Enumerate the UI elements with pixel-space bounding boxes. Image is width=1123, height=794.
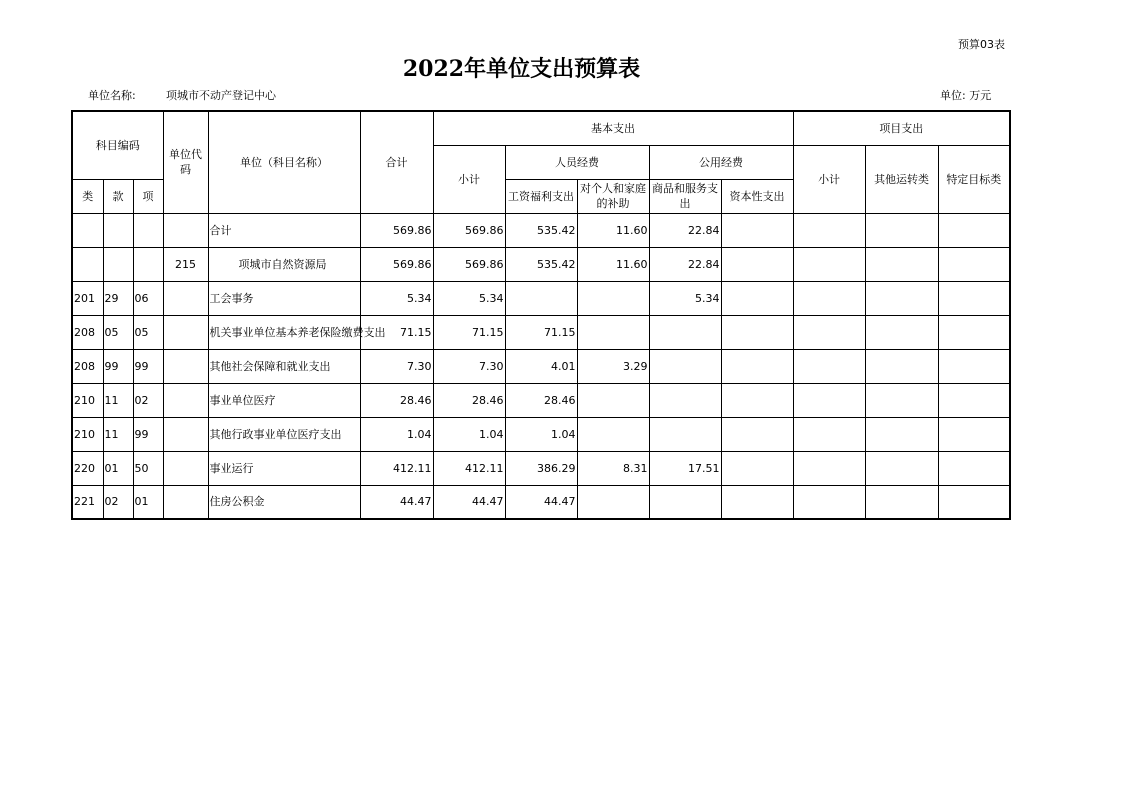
cell-salary-welfare: 71.15	[505, 315, 577, 349]
cell-project-subtotal	[793, 451, 865, 485]
cell-subsidy-individuals	[577, 315, 649, 349]
cell-special-purpose	[938, 315, 1010, 349]
header-special-purpose: 特定目标类	[938, 145, 1010, 213]
cell-kuan: 01	[103, 451, 133, 485]
cell-xiang: 05	[133, 315, 163, 349]
table-row	[72, 247, 1010, 281]
header-subsidy-individuals: 对个人和家庭的补助	[577, 179, 649, 213]
header-lei: 类	[72, 179, 103, 213]
cell-unit-code: 215	[163, 247, 208, 281]
cell-capital	[721, 213, 793, 247]
cell-name: 事业运行	[208, 451, 360, 485]
cell-kuan: 29	[103, 281, 133, 315]
cell-xiang	[133, 247, 163, 281]
cell-unit-code	[163, 451, 208, 485]
cell-lei	[72, 213, 103, 247]
header-project-expenditure: 项目支出	[793, 111, 1010, 145]
table-row	[72, 485, 1010, 519]
cell-other-transfer	[865, 213, 938, 247]
cell-kuan: 99	[103, 349, 133, 383]
table-row	[72, 451, 1010, 485]
cell-total: 412.11	[360, 451, 433, 485]
cell-total: 7.30	[360, 349, 433, 383]
cell-project-subtotal	[793, 417, 865, 451]
cell-name: 合计	[208, 213, 360, 247]
cell-capital	[721, 417, 793, 451]
cell-basic-subtotal: 569.86	[433, 247, 505, 281]
header-basic-subtotal: 小计	[433, 145, 505, 213]
cell-subsidy-individuals	[577, 485, 649, 519]
cell-goods-services	[649, 349, 721, 383]
header-unit-code: 单位代码	[163, 111, 208, 213]
header-personnel: 人员经费	[505, 145, 649, 179]
cell-other-transfer	[865, 485, 938, 519]
cell-other-transfer	[865, 451, 938, 485]
table-row	[72, 315, 1010, 349]
cell-capital	[721, 247, 793, 281]
cell-name: 机关事业单位基本养老保险缴费支出	[208, 315, 360, 349]
cell-salary-welfare: 386.29	[505, 451, 577, 485]
cell-salary-welfare: 4.01	[505, 349, 577, 383]
header-subject-code: 科目编码	[72, 111, 163, 179]
cell-lei: 210	[72, 383, 103, 417]
cell-project-subtotal	[793, 349, 865, 383]
cell-other-transfer	[865, 281, 938, 315]
cell-capital	[721, 315, 793, 349]
cell-xiang: 06	[133, 281, 163, 315]
cell-basic-subtotal: 7.30	[433, 349, 505, 383]
header-unit-name: 单位（科目名称）	[208, 111, 360, 213]
cell-subsidy-individuals: 11.60	[577, 213, 649, 247]
cell-unit-code	[163, 485, 208, 519]
cell-salary-welfare: 28.46	[505, 383, 577, 417]
header-project-subtotal: 小计	[793, 145, 865, 213]
cell-capital	[721, 349, 793, 383]
cell-unit-code	[163, 213, 208, 247]
cell-lei: 210	[72, 417, 103, 451]
cell-kuan: 11	[103, 383, 133, 417]
header-goods-services: 商品和服务支出	[649, 179, 721, 213]
cell-unit-code	[163, 417, 208, 451]
cell-salary-welfare: 535.42	[505, 213, 577, 247]
cell-total: 569.86	[360, 247, 433, 281]
unit-name-value: 项城市不动产登记中心	[166, 89, 276, 102]
header-basic-expenditure: 基本支出	[433, 111, 793, 145]
cell-project-subtotal	[793, 485, 865, 519]
cell-name: 其他行政事业单位医疗支出	[208, 417, 360, 451]
cell-subsidy-individuals	[577, 383, 649, 417]
cell-project-subtotal	[793, 247, 865, 281]
cell-project-subtotal	[793, 213, 865, 247]
cell-xiang: 99	[133, 349, 163, 383]
cell-special-purpose	[938, 213, 1010, 247]
cell-lei: 221	[72, 485, 103, 519]
cell-total: 1.04	[360, 417, 433, 451]
cell-special-purpose	[938, 383, 1010, 417]
cell-special-purpose	[938, 417, 1010, 451]
cell-lei: 208	[72, 349, 103, 383]
cell-goods-services	[649, 383, 721, 417]
cell-unit-code	[163, 315, 208, 349]
cell-unit-code	[163, 281, 208, 315]
cell-other-transfer	[865, 247, 938, 281]
cell-kuan: 11	[103, 417, 133, 451]
cell-special-purpose	[938, 247, 1010, 281]
cell-total: 44.47	[360, 485, 433, 519]
cell-goods-services: 22.84	[649, 247, 721, 281]
cell-total: 71.15	[360, 315, 433, 349]
cell-kuan: 02	[103, 485, 133, 519]
cell-capital	[721, 281, 793, 315]
cell-other-transfer	[865, 349, 938, 383]
cell-basic-subtotal: 1.04	[433, 417, 505, 451]
cell-salary-welfare: 44.47	[505, 485, 577, 519]
unit-name-label: 单位名称:	[88, 89, 136, 102]
cell-xiang	[133, 213, 163, 247]
cell-salary-welfare: 1.04	[505, 417, 577, 451]
table-row	[72, 213, 1010, 247]
cell-special-purpose	[938, 451, 1010, 485]
header-kuan: 款	[103, 179, 133, 213]
cell-name: 住房公积金	[208, 485, 360, 519]
budget-table	[71, 110, 1011, 520]
table-row	[72, 349, 1010, 383]
table-row	[72, 417, 1010, 451]
cell-kuan	[103, 247, 133, 281]
cell-goods-services	[649, 417, 721, 451]
cell-capital	[721, 451, 793, 485]
cell-project-subtotal	[793, 383, 865, 417]
cell-subsidy-individuals: 3.29	[577, 349, 649, 383]
cell-goods-services	[649, 485, 721, 519]
cell-special-purpose	[938, 485, 1010, 519]
cell-xiang: 99	[133, 417, 163, 451]
cell-name: 项城市自然资源局	[208, 247, 360, 281]
cell-kuan: 05	[103, 315, 133, 349]
cell-basic-subtotal: 569.86	[433, 213, 505, 247]
cell-xiang: 01	[133, 485, 163, 519]
cell-goods-services	[649, 315, 721, 349]
header-other-transfer: 其他运转类	[865, 145, 938, 213]
cell-capital	[721, 383, 793, 417]
cell-lei: 201	[72, 281, 103, 315]
cell-basic-subtotal: 71.15	[433, 315, 505, 349]
cell-name: 工会事务	[208, 281, 360, 315]
cell-total: 28.46	[360, 383, 433, 417]
cell-special-purpose	[938, 281, 1010, 315]
page-title: 2022年单位支出预算表	[402, 56, 641, 82]
cell-other-transfer	[865, 315, 938, 349]
cell-subsidy-individuals	[577, 417, 649, 451]
cell-total: 569.86	[360, 213, 433, 247]
cell-xiang: 02	[133, 383, 163, 417]
cell-unit-code	[163, 383, 208, 417]
budget-table-body	[72, 213, 1010, 519]
cell-total: 5.34	[360, 281, 433, 315]
cell-unit-code	[163, 349, 208, 383]
cell-basic-subtotal: 5.34	[433, 281, 505, 315]
cell-special-purpose	[938, 349, 1010, 383]
cell-salary-welfare: 535.42	[505, 247, 577, 281]
cell-xiang: 50	[133, 451, 163, 485]
header-capital: 资本性支出	[721, 179, 793, 213]
cell-project-subtotal	[793, 281, 865, 315]
table-row	[72, 281, 1010, 315]
cell-lei	[72, 247, 103, 281]
cell-subsidy-individuals: 11.60	[577, 247, 649, 281]
cell-basic-subtotal: 44.47	[433, 485, 505, 519]
cell-goods-services: 17.51	[649, 451, 721, 485]
header-public: 公用经费	[649, 145, 793, 179]
header-xiang: 项	[133, 179, 163, 213]
cell-other-transfer	[865, 417, 938, 451]
cell-kuan	[103, 213, 133, 247]
cell-basic-subtotal: 412.11	[433, 451, 505, 485]
table-row	[72, 383, 1010, 417]
cell-name: 事业单位医疗	[208, 383, 360, 417]
header-total: 合计	[360, 111, 433, 213]
form-number: 预算03表	[958, 38, 1005, 51]
cell-goods-services: 22.84	[649, 213, 721, 247]
cell-salary-welfare	[505, 281, 577, 315]
cell-subsidy-individuals: 8.31	[577, 451, 649, 485]
cell-subsidy-individuals	[577, 281, 649, 315]
unit-of-measure: 单位: 万元	[940, 89, 992, 102]
cell-capital	[721, 485, 793, 519]
cell-basic-subtotal: 28.46	[433, 383, 505, 417]
cell-name: 其他社会保障和就业支出	[208, 349, 360, 383]
cell-project-subtotal	[793, 315, 865, 349]
cell-lei: 220	[72, 451, 103, 485]
cell-other-transfer	[865, 383, 938, 417]
cell-lei: 208	[72, 315, 103, 349]
header-salary-welfare: 工资福利支出	[505, 179, 577, 213]
cell-goods-services: 5.34	[649, 281, 721, 315]
